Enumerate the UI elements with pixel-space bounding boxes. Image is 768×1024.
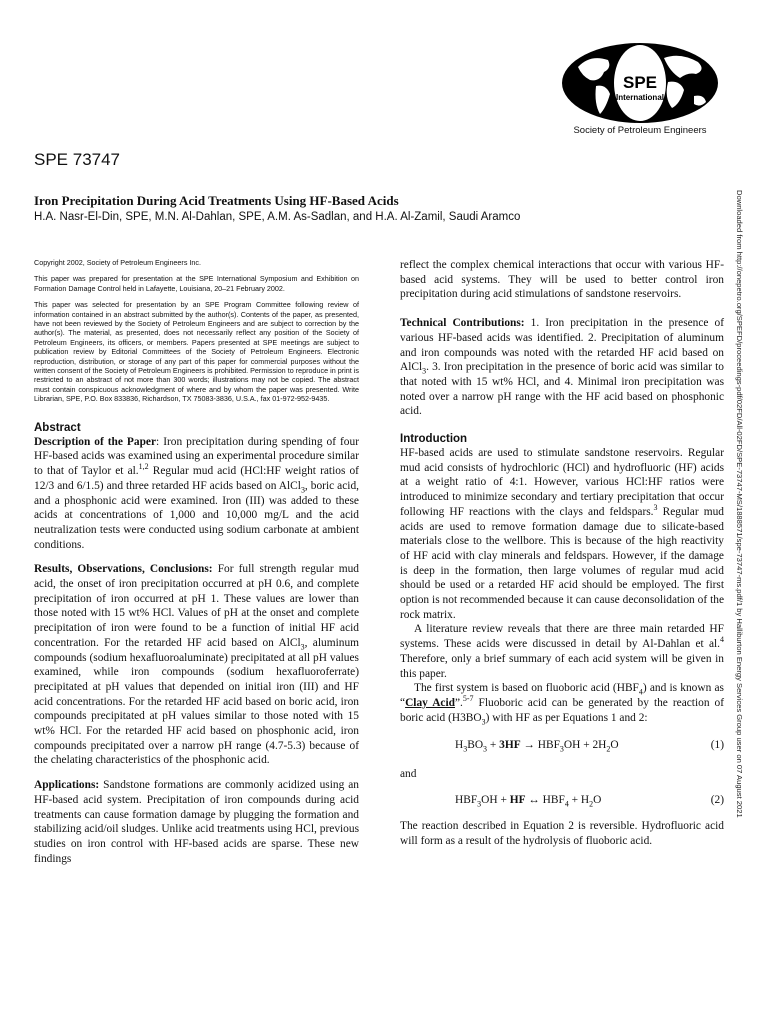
abstract-results: Results, Observations, Conclusions: For full strength regular mud acid, the onset of iron precipitation occurred at pH 0.6, and complete precipitation of iron occurred at pH 1. These values are lower than those noted with 15 wt% HCl. Values of pH at the onset and complete precipitation of iron were found to be a function of initial HF acid concentration. For the retarded HF acid based on AlCl$_3$, aluminum compounds (sodium hexafluoroaluminate) precipitated at all pH values examined, while iron compounds (sodium hexafluoroferrate) precipitated at pH values that depended on initial iron (III) and HF acid concentrations. For the retarded HF acid based on boric acid, iron compounds precipitated at pH values similar to those noted with 15 wt% HCl. For the retarded HF acid based on phosphonic acid, iron compounds precipitated over a narrow pH range (4.7-5.3) because of the chelating characteristics of the phosphonic acid. — [34, 563, 359, 767]
description-label: Description of the Paper — [34, 435, 157, 448]
review-notice: This paper was selected for presentation by an SPE Program Committee following review of information contained in an abstract submitted by the author(s). Contents of the paper, as presented, have not been reviewed by the Society of Petroleum Engineers and are subject to correction by the author(s). The material, as presented, does not necessarily reflect any position of the Society of Petroleum Engineers, its officers, or members. Papers presented at SPE meetings are subject to publication review by Editorial Committees of the Society of Petroleum Engineers. Electronic reproduction, distribution, or storage of any part of this paper for commercial purposes without the written consent of the Society of Petroleum Engineers is prohibited. Permission to reproduce in print is restricted to an abstract of not more than 300 words; illustrations may not be copied. The abstract must contain conspicuous acknowledgment of where and by whom the paper was presented. Write Librarian, SPE, P.O. Box 833836, Richardson, TX 75083-3836, U.S.A., fax 01-972-952-9435. — [34, 300, 359, 404]
equation-1-expression: $H_3BO_3 + 3HF \to HBF_3OH + 2H_2O$ — [455, 739, 619, 754]
clay-acid-term: Clay Acid — [405, 696, 455, 709]
document-number: SPE 73747 — [34, 150, 121, 169]
copyright-notice: Copyright 2002, Society of Petroleum Engineers Inc. — [34, 258, 202, 267]
citation-ref: 4 — [720, 635, 724, 645]
download-notice — [732, 190, 744, 1020]
equation-2-expression: $HBF_3OH$ + HF ↔ $HBF_4 + H_2O$ — [455, 794, 602, 809]
right-column — [400, 258, 724, 859]
intro-p3-text: The first system is based on fluoboric acid (HBF — [414, 682, 639, 695]
intro-p2-text-2: Therefore, only a brief summary of each acid system will be given in this paper. — [400, 652, 724, 680]
paper-authors: H.A. Nasr-El-Din, SPE, M.N. Al-Dahlan, SPE, A.M. As-Sadlan, and H.A. Al-Zamil, Saudi Aramco — [34, 211, 521, 223]
citation-ref: 5-7 — [462, 694, 474, 704]
equation-2-number: (2) — [710, 794, 724, 807]
equation-2 — [400, 794, 724, 809]
description-text-2: Regular mud acid (HCl:HF weight ratios of 12/3 and 6/1.5) and three retarded HF acids based on AlCl — [34, 465, 359, 492]
introduction-heading: Introduction — [400, 433, 468, 446]
results-text: For full strength regular mud acid, the onset of iron precipitation occurred at pH 0.6, and complete precipitation of iron occurred at pH 1. These values are lower than those noted with 15 wt% HCl. Values of pH at the onset and complete precipitation of iron were found to be a function of initial HF acid concentration. For the retarded HF acid based on AlCl — [34, 563, 359, 649]
intro-p3-text-5: ) with HF as per Equations 1 and 2: — [485, 711, 648, 724]
applications-text: Sandstone formations are commonly acidized using an HF-based acid system. Precipitation of iron compounds during acid treatments can cause formation damage by plugging the formation and stabilizing acid/oil sludges. Unlike acid treatments using HCl, previous studies on iron control with HF-based acids are sparse. These new findings — [34, 779, 359, 865]
technical-contributions: Technical Contributions: 1. Iron precipitation in the presence of various HF-based acids was identified. 2. Precipitation of aluminum and iron compounds was noted with the retarded HF acid based on AlCl$_3$. 3. Iron precipitation in the presence of boric acid was similar to that noted with 15 wt% HCl, and 4. Minimal iron precipitation was noted over a narrow pH range with the HF acid based on phosphonic acid. — [400, 317, 725, 418]
presentation-notice: This paper was prepared for presentation at the SPE International Symposium and Exhibition on Formation Damage Control held in Lafayette, Louisiana, 20–21 February 2002. — [34, 274, 359, 293]
description-text: : Iron precipitation during spending of four HF-based acids was examined using an experimental procedure similar to that of Taylor et al. — [34, 435, 359, 478]
intro-paragraph-3: The first system is based on fluoboric acid $(HBF_4)$ and is known as “Clay Acid”.$^{5-7}$ Fluoboric acid can be generated by the reaction of boric acid $(H3BO_3)$ with HF as per Equations 1 and 2: — [400, 682, 725, 726]
equation-discussion: The reaction described in Equation 2 is reversible. Hydrofluoric acid will form as a result of the hydrolysis of fluoboric acid. — [400, 820, 724, 848]
tech-text: 1. Iron precipitation in the presence of various HF-based acids was identified. 2. Precipitation of aluminum and iron compounds was noted with the retarded HF acid based on AlCl — [400, 317, 725, 374]
paper-title: Iron Precipitation During Acid Treatments Using HF-Based Acids — [34, 193, 399, 208]
results-label: Results, Observations, Conclusions: — [34, 563, 213, 576]
citation-ref: 3 — [653, 503, 658, 513]
intro-p1-text: HF-based acids are used to stimulate sandstone reservoirs. Regular mud acid consists of hydrochloric (HCl) and hydrofluoric (HF) acids at a weight ratio of 4:1. However, various HCl:HF ratios were introduced to minimize secondary and tertiary precipitation that occur following HF reactions with the clays and feldspars. — [400, 447, 724, 518]
applications-continuation: reflect the complex chemical interactions that occur with various HF-based acid systems. They will be used to better control iron precipitation during acid stimulations of sandstone reservoirs. — [400, 259, 724, 301]
logo-caption: Society of Petroleum Engineers — [573, 125, 707, 136]
intro-p1-text-2: Regular mud acids are used to remove formation damage due to silicate-based materials close to the wellbore. This is because of the high reactivity of HF acid with clay minerals and feldspars. However, if the damage is deep in the formation, then large volumes of regular mud acid should be used or a retarded HF acid should be employed. The first option is not recommended because it can cause deconsolidation of the rock matrix. — [400, 505, 724, 621]
abstract-heading: Abstract — [34, 421, 81, 434]
download-notice-text: Downloaded from http://onepetro.org/SPEFD/proceedings-pdf/02FD/All-02FD/SPE-73747-MS/1888571/spe-73747-ms.pdf/1 by Halliburton Energy Services Group user on 07 August 2021 — [735, 190, 744, 818]
spe-logo — [560, 42, 720, 142]
citation-ref: 1,2 — [138, 462, 149, 472]
intro-paragraph-1 — [400, 446, 724, 622]
globe-logo-icon — [560, 42, 720, 124]
equation-1 — [400, 739, 724, 754]
tech-text-2: . 3. Iron precipitation in the presence of boric acid was similar to that noted with 15 wt% HCl, and 4. Minimal iron precipitation was noted over a narrow pH range with the HF acid based on phosphonic acid. — [400, 361, 724, 418]
intro-p3-text-2: ) and is known as “ — [400, 682, 724, 709]
abstract-description: Description of the Paper: Iron precipitation during spending of four HF-based acids was examined using an experimental procedure similar to that of Taylor et al.$^{1,2}$ Regular mud acid (HCl:HF weight ratios of 12/3 and 6/1.5) and three retarded HF acids based on AlCl$_3$, boric acid, and a phosphonic acid were examined. Iron (III) was added to these acids at concentrations of 1,000 and 10,000 mg/L and the acid neutralization tests were conducted using sodium carbonate at ambient conditions. — [34, 435, 359, 551]
abstract-applications — [34, 778, 359, 866]
equation-1-number: (1) — [710, 739, 724, 752]
intro-p3-text-4: Fluoboric acid can be generated by the reaction of boric acid (H — [400, 696, 725, 724]
equation-connector: and — [400, 768, 417, 781]
intro-p3-text-3: ”. — [455, 696, 463, 709]
description-text-3: , boric acid, and a phosphonic acid were examined. Iron (III) was added to these acids at concentrations of 1,000 and 10,000 mg/L and the acid neutralization tests were conducted using sodium carbonate at ambient conditions. — [34, 479, 359, 551]
left-column — [34, 258, 359, 876]
intro-p2-text: A literature review reveals that there are three main retarded HF systems. These acids were discussed in detail by Al-Dahlan et al. — [400, 623, 724, 651]
logo-spe-text: SPE — [622, 73, 658, 92]
logo-international-text: International — [615, 93, 665, 102]
tech-label: Technical Contributions: — [400, 317, 525, 330]
applications-label: Applications: — [34, 779, 100, 792]
intro-paragraph-2 — [400, 622, 724, 681]
results-text-2: , aluminum compounds (sodium hexafluoroaluminate) precipitated at all pH values examined, while iron compounds (sodium hexafluoroferrate) precipitated at pH values that depended on initial iron (III) and HF acid concentrations. For the retarded HF acid based on boric acid, iron compounds precipitated at pH values similar to those noted with 15 wt% HCl. For the retarded HF acid based on phosphonic acid, iron compounds precipitated over a narrow pH range (4.7-5.3) because of the chelating characteristics of the phosphonic acid. — [34, 636, 359, 767]
